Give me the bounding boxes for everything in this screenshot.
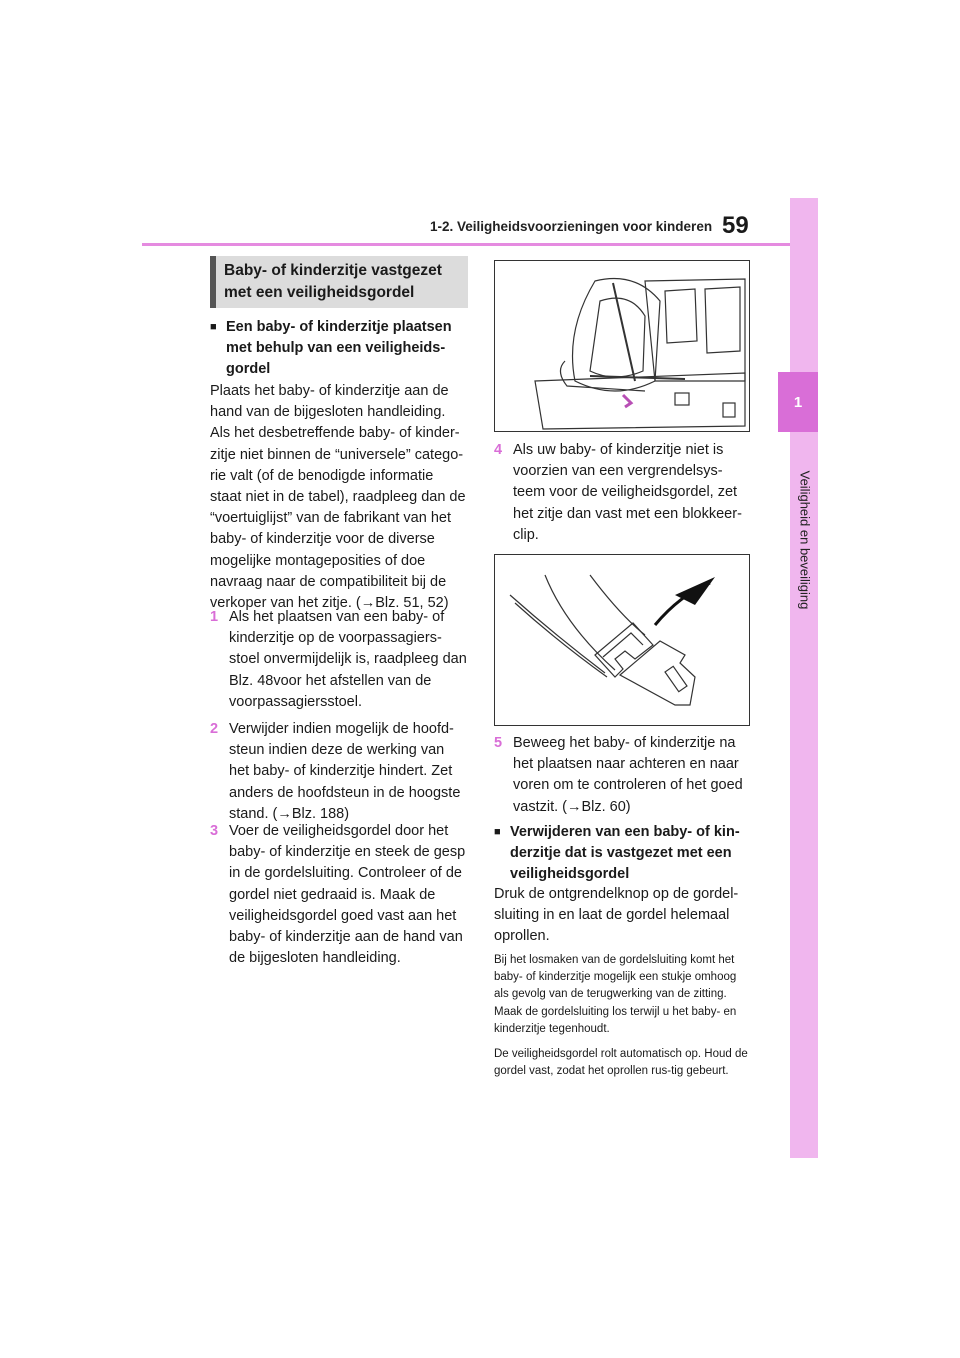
step-text: Als het plaatsen van een baby- of kinderzitje op de voorpassagiers-stoel onvermijdelijk is, raadpleeg dan Blz. 48voor het afstellen van de voorpassagiersstoel. — [229, 609, 467, 710]
page-number: 59 — [722, 212, 749, 239]
child-seat-illustration — [494, 260, 750, 432]
step-number: 3 — [210, 823, 219, 839]
square-bullet-icon: ■ — [210, 321, 217, 333]
step-number: 2 — [210, 721, 219, 737]
step-1 — [210, 607, 468, 713]
step-number: 4 — [494, 442, 503, 458]
section-title: 1-2. Veiligheidsvoorzieningen voor kinderen — [430, 219, 713, 234]
note-2: De veiligheidsgordel rolt automatisch op. Houd de gordel vast, zodat het oprollen rus-tig gebeurt. — [494, 1048, 748, 1078]
subheading-remove: ■ Verwijderen van een baby- of kin-derzitje dat is vastgezet met een veiligheidsgordel — [494, 824, 740, 882]
section-heading-line-1: Baby- of kinderzitje vastgezet — [224, 262, 442, 279]
locking-clip-drawing — [495, 555, 749, 725]
step-5 — [494, 733, 750, 818]
square-bullet-icon: ■ — [494, 826, 501, 838]
chapter-number-badge: 1 — [778, 372, 818, 432]
step-text: Als uw baby- of kinderzitje niet is voorzien van een vergrendelsys-teem voor de veiligheidsgordel, zet het zitje dan vast met een blokkeer-clip. — [513, 442, 742, 543]
child-seat-drawing — [495, 261, 749, 431]
step-number: 1 — [210, 609, 219, 625]
step-text: Voer de veiligheidsgordel door het baby- of kinderzitje en steek de gesp in de gordelsluiting. Controleer of de gordel niet gedraaid is. Maak de veiligheidsgordel goed vast aan het baby- of kinderzitje aan de hand van de bijgesloten handleiding. — [229, 823, 466, 967]
section-heading-line-2: met een veiligheidsgordel — [224, 284, 415, 301]
step-3 — [210, 821, 468, 969]
step-2 — [210, 719, 468, 825]
header-rule — [142, 243, 790, 246]
step-text: Beweeg het baby- of kinderzitje na het plaatsen naar achteren en naar voren om te controleren of het goed vastzit. (→Blz. 60) — [513, 735, 743, 815]
subheading-install: ■ Een baby- of kinderzitje plaatsen met behulp van een veiligheids-gordel — [210, 319, 452, 377]
step-4 — [494, 440, 750, 546]
note-1: Bij het losmaken van de gordelsluiting komt het baby- of kinderzitje mogelijk een stukje omhoog als gevolg van de terugwerking van de zitting. Maak de gordelsluiting los terwijl u het baby- en kinderzitje tegenhoudt. — [494, 954, 737, 1035]
section-heading — [210, 256, 468, 308]
chapter-side-tab — [790, 198, 818, 1158]
locking-clip-illustration — [494, 554, 750, 726]
remove-paragraph: Druk de ontgrendelknop op de gordel-sluiting in en laat de gordel helemaal oprollen. — [494, 886, 739, 945]
step-text: Verwijder indien mogelijk de hoofd-steun indien deze de werking van het baby- of kinderzitje hindert. Zet anders de hoofdsteun in de hoogste stand. (→Blz. 188) — [229, 721, 461, 822]
chapter-label: Veiligheid en beveiliging — [797, 470, 813, 610]
intro-paragraph: Plaats het baby- of kinderzitje aan de hand van de bijgesloten handleiding. Als het desbetreffende baby- of kinder-zitje niet binnen de “universele” catego-rie valt (of de benodigde informatie staat niet in de tabel), raadpleeg dan de “voertuiglijst” van de fabrikant van het baby- of kinderzitje voor de diverse mogelijke montageposities of doe navraag naar de compatibiliteit bij de verkoper van het zitje. (→Blz. 51, 52) — [210, 383, 466, 612]
step-number: 5 — [494, 735, 503, 751]
